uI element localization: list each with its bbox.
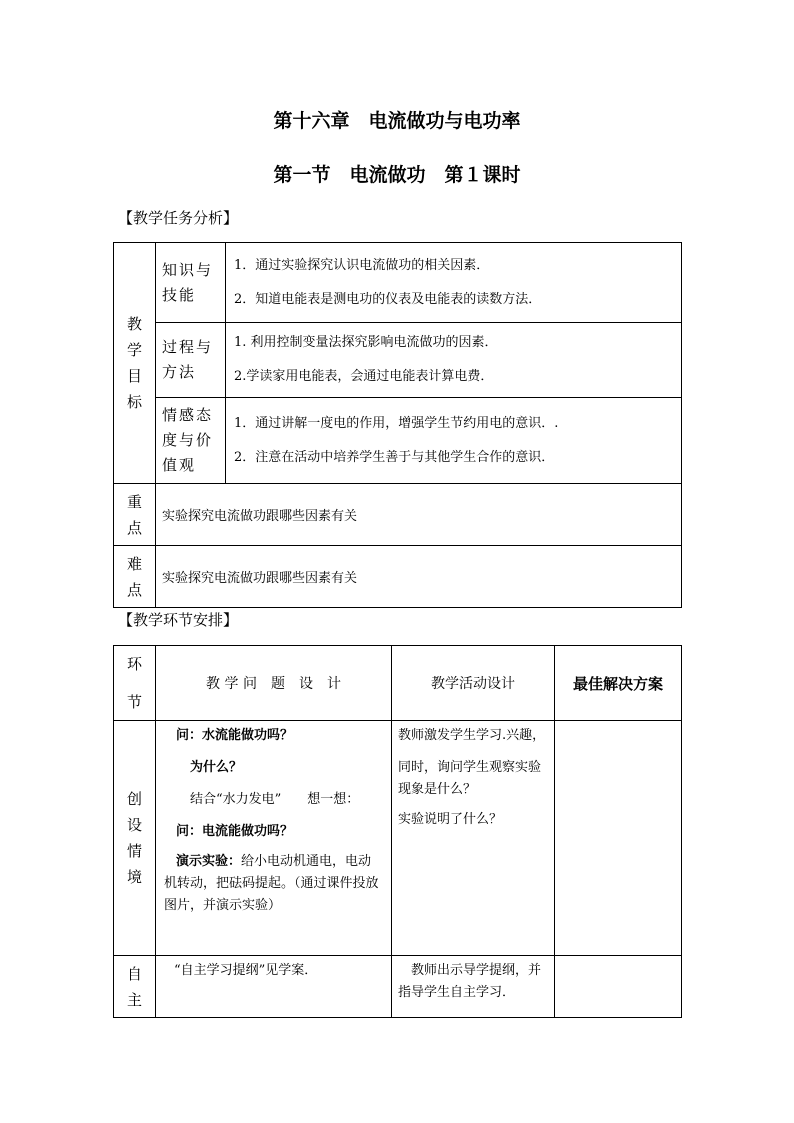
knowledge-skills-items [226, 243, 682, 323]
question-water: 问：水流能做功吗？ [176, 728, 294, 743]
stage-label-self-study: 自 主 [114, 956, 156, 1018]
demo-experiment: 演示实验：给小电动机通电，电动机转动，把砝码提起。（通过课件投放图片，并演示实验） [164, 854, 379, 913]
key-point-label: 重 点 [114, 484, 156, 546]
list-item: 教师激发学生学习.兴趣， [398, 728, 546, 743]
chapter-title: 第十六章 电流做功与电功率 [273, 110, 521, 132]
arrangement-table [113, 645, 682, 1018]
scenario-solution [555, 721, 682, 956]
list-item: 2．注意在活动中培养学生善于与其他学生合作的意识． [234, 449, 555, 465]
stage-header: 环 节 [114, 646, 156, 721]
objectives-label: 教 学 目 标 [114, 243, 156, 484]
stage-label-scenario: 创 设 情 境 [114, 721, 156, 956]
list-item: 同时，询问学生观察实验现象是什么？ [398, 760, 542, 797]
list-item: 实验说明了什么？ [398, 812, 503, 827]
knowledge-skills-label: 知识与技能 [156, 243, 226, 323]
list-item: 1. 利用控制变量法探究影响电流做功的因素． [234, 335, 498, 350]
self-study-solution [555, 956, 682, 1018]
scenario-activity [392, 721, 555, 956]
hint-hydropower: 结合“水力发电” 想一想： [190, 792, 360, 807]
process-method-items [226, 323, 682, 398]
self-study-activity: 教师出示导学提纲，并指导学生自主学习． [392, 956, 555, 1018]
list-item: 1．通过实验探究认识电流做功的相关因素． [234, 257, 490, 273]
scenario-design [156, 721, 392, 956]
section-title: 第一节 电流做功 第１课时 [273, 164, 521, 186]
list-item: 2．知道电能表是测电功的仪表及电能表的读数方法． [234, 291, 542, 307]
list-item: 1．通过讲解一度电的作用，增强学生节约用电的意识．. [234, 415, 559, 431]
self-study-design: “自主学习提纲”见学案． [156, 956, 392, 1018]
attitude-values-items [226, 398, 682, 484]
process-method-label: 过程与方法 [156, 323, 226, 398]
task-analysis-heading: 【教学任务分析】 [118, 209, 239, 227]
question-current: 问：电流能做功吗？ [176, 824, 294, 839]
question-why: 为什么？ [190, 760, 243, 775]
design-header: 教 学 问 题 设 计 [156, 646, 392, 721]
objectives-table [113, 242, 682, 608]
activity-header: 教学活动设计 [392, 646, 555, 721]
difficulty-label: 难 点 [114, 546, 156, 608]
attitude-values-label: 情感态度与价值观 [156, 398, 226, 484]
solution-header: 最佳解决方案 [555, 646, 682, 721]
difficulty-text: 实验探究电流做功跟哪些因素有关 [156, 546, 682, 608]
arrangement-heading: 【教学环节安排】 [118, 611, 239, 629]
key-point-text: 实验探究电流做功跟哪些因素有关 [156, 484, 682, 546]
list-item: 2.学读家用电能表，会通过电能表计算电费． [234, 369, 494, 384]
